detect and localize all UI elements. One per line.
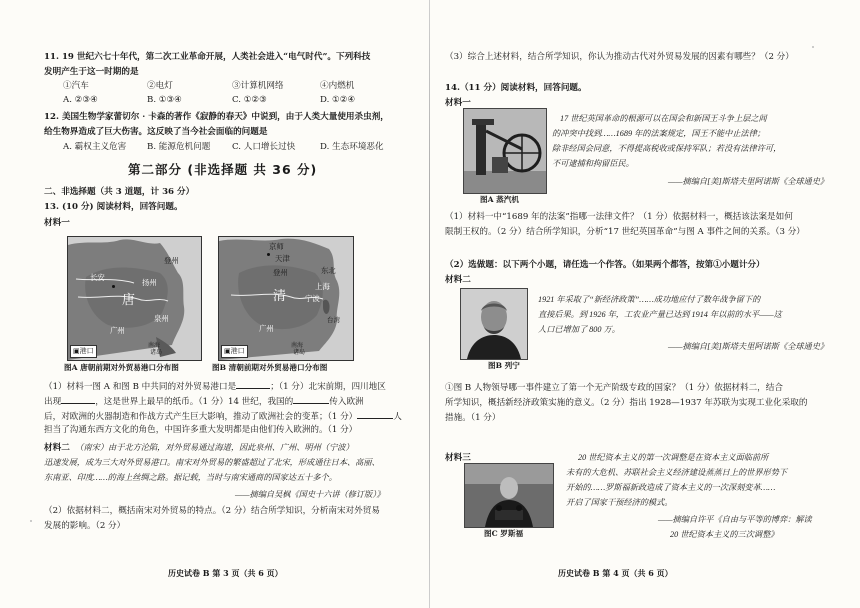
page3-footer: 历史试卷 B 第 3 页（共 6 页） bbox=[168, 568, 283, 578]
p4-material3-line4: 开启了国家干预经济的模式。 bbox=[566, 498, 673, 507]
material2-line1 bbox=[44, 442, 354, 455]
scan-speck bbox=[30, 520, 32, 522]
roosevelt-photo-drawing bbox=[465, 464, 553, 527]
q13-1-line2 bbox=[44, 394, 364, 409]
map-a-tang: 唐 bbox=[122, 293, 136, 308]
answer-blank-common-port[interactable] bbox=[236, 379, 270, 389]
q13-1-line3 bbox=[44, 409, 402, 424]
answer-blank-paper-money[interactable] bbox=[61, 394, 95, 404]
map-tang-ports bbox=[67, 236, 202, 361]
q13-2-line1: （2）依据材料二，概括南宋对外贸易的特点。（2 分）结合所学知识，分析南宋对外贸易 bbox=[44, 506, 380, 516]
map-a-yangzhou: 扬州 bbox=[142, 278, 157, 287]
q12-option-b: B. 能源危机问题 bbox=[147, 142, 211, 152]
q12-option-c: C. 人口增长过快 bbox=[232, 142, 296, 152]
q12-option-a: A. 霸权主义危害 bbox=[63, 142, 127, 152]
q13-1-line4: 担当了沟通东西方文化的角色，中国许多重大发明都是由他们传入欧洲的。（1 分） bbox=[44, 425, 358, 435]
answer-blank-invention[interactable] bbox=[293, 394, 329, 404]
q14-2-1-line1: ①图 B 人物领导哪一事件建立了第一个无产阶级专政的国家？（1 分）依据材料二，结合 bbox=[445, 383, 783, 393]
map-b-guangzhou: 广州 bbox=[259, 324, 274, 333]
map-a-guangzhou: 广州 bbox=[110, 326, 125, 335]
q11-item-3: ③计算机网络 bbox=[232, 81, 284, 91]
p4-material1-line4: 不可逮捕和拘留臣民。 bbox=[552, 159, 634, 168]
q11-stem-line1: 11. 19 世纪六七十年代，第二次工业革命开展，人类社会进入“电气时代”。下列科技 bbox=[44, 52, 371, 62]
p4-material3-source-1: ——摘编自许平《自由与平等的博弈：解读 bbox=[658, 515, 812, 524]
material1-label: 材料一 bbox=[44, 218, 70, 228]
lenin-portrait-drawing bbox=[461, 289, 527, 359]
choice-note: （2）选做题：以下两个小题，请任选一个作答。（如果两个都答，按第①小题计分） bbox=[445, 260, 765, 270]
map-b-qing: 清 bbox=[273, 289, 287, 304]
q12-stem-line1: 12. 美国生物学家蕾切尔 · 卡森的著作《寂静的春天》中说到，由于人类大量使用杀虫剂， bbox=[44, 112, 389, 122]
p4-material2-line1: 1921 年采取了“新经济政策”……成功地应付了数年战争留下的 bbox=[538, 295, 761, 304]
map-a-caption: 图A 唐朝前期对外贸易港口分布图 bbox=[64, 363, 179, 372]
map-a-legend: ▣港口 bbox=[70, 345, 97, 358]
map-b-taiwan: 台湾 bbox=[327, 316, 340, 324]
q12-option-d: D. 生态环境恶化 bbox=[320, 142, 384, 152]
material2-label: 材料二 bbox=[44, 443, 70, 453]
q13-1-text-d: ，这是世界上最早的纸币。（1 分）14 世纪，我国的 bbox=[95, 397, 294, 407]
map-b-legend: ▣港口 bbox=[221, 345, 248, 358]
q14-2-1-line2: 所学知识，概括新经济政策实施的意义。（2 分）指出 1928—1937 年苏联为实现工业化采取的 bbox=[445, 398, 808, 408]
p4-material2-source: ——摘编自[美]斯塔夫里阿诺斯《全球通史》 bbox=[668, 342, 829, 351]
answer-blank-people[interactable] bbox=[357, 409, 393, 419]
q14-1-line1: （1）材料一中“1689 年的法案”指哪一法律文件？（1 分）依据材料一，概括该法案是如何 bbox=[445, 212, 793, 222]
q11-item-2: ②电灯 bbox=[147, 81, 173, 91]
q13-1-line1 bbox=[44, 379, 386, 394]
map-a-nanhai: 南海 bbox=[148, 342, 161, 349]
q11-option-b: B. ①③④ bbox=[147, 95, 182, 105]
roosevelt-photo bbox=[464, 463, 554, 528]
map-b-nanhai: 南海 bbox=[291, 342, 304, 349]
map-b-ningbo: 宁波 bbox=[305, 294, 320, 303]
q13-1-text-g: 人 bbox=[393, 412, 402, 422]
q13-3: （3）综合上述材料，结合所学知识，你认为推动古代对外贸易发展的因素有哪些？（2 分） bbox=[445, 52, 794, 62]
p4-material2-line3: 人口已增加了 800 万。 bbox=[538, 325, 620, 334]
fig-b-caption: 图B 列宁 bbox=[488, 361, 520, 370]
p4-material3-line1: 20 世纪资本主义的第一次调整是在资本主义面临前所 bbox=[578, 453, 769, 462]
p4-material3-line2: 未有的大危机、苏联社会主义经济建设蒸蒸日上的世界形势下 bbox=[566, 468, 788, 477]
q11-option-d: D. ①②④ bbox=[320, 95, 356, 105]
exam-page-4 bbox=[430, 0, 860, 608]
page4-footer: 历史试卷 B 第 4 页（共 6 页） bbox=[558, 568, 673, 578]
q12-stem-line2: 给生物界造成了巨大伤害。这反映了当今社会面临的问题是 bbox=[44, 127, 268, 137]
q14-2-1-line3: 措施。（1 分） bbox=[445, 413, 501, 423]
map-a-zhudao: 诸岛 bbox=[150, 349, 163, 356]
map-b-tianjin: 天津 bbox=[275, 254, 290, 263]
q14-1-line2: 限制王权的。（2 分）结合所学知识，分析“17 世纪英国革命”与图 A 事件之间的关系。（3 分） bbox=[445, 227, 805, 237]
q13-1-text-a: （1）材料一图 A 和图 B 中共同的对外贸易港口是 bbox=[44, 382, 237, 392]
map-b-dongbei: 东北 bbox=[321, 266, 336, 275]
fig-c-caption: 图C 罗斯福 bbox=[484, 529, 524, 538]
q14-intro: 14.（11 分）阅读材料，回答问题。 bbox=[445, 83, 587, 93]
map-a-changan: 长安 bbox=[90, 273, 105, 282]
p4-material1-label: 材料一 bbox=[445, 98, 471, 108]
p4-material1-line2: 的冲突中找到……1689 年的法案规定，国王不能中止法律； bbox=[552, 129, 766, 138]
q13-1-text-b: ；（1 分）北宋前期，四川地区 bbox=[270, 382, 386, 392]
steam-engine-drawing bbox=[464, 109, 546, 193]
p4-material3-source-2: 20 世纪资本主义的三次调整》 bbox=[670, 530, 779, 539]
map-a-changan-dot bbox=[112, 285, 115, 288]
q13-1-text-c: 出现 bbox=[44, 397, 62, 407]
q13-1-text-e: 传入欧洲 bbox=[329, 397, 364, 407]
material2-text-1: （南宋）由于北方沦陷，对外贸易通过海道，因此泉州、广州、明州（宁波） bbox=[75, 443, 354, 452]
map-b-dengzhou: 登州 bbox=[273, 268, 288, 277]
map-qing-ports bbox=[218, 236, 354, 361]
steam-engine-image bbox=[463, 108, 547, 194]
fig-a-caption: 图A 蒸汽机 bbox=[480, 195, 519, 204]
p4-material2-line2: 直接后果。到 1926 年，工农业产量已达到 1914 年以前的水平——这 bbox=[538, 310, 782, 319]
q11-option-a: A. ②③④ bbox=[63, 95, 98, 105]
lenin-portrait bbox=[460, 288, 528, 360]
p4-material2-label: 材料二 bbox=[445, 275, 471, 285]
q13-2-line2: 发展的影响。（2 分） bbox=[44, 521, 126, 531]
map-b-legend-label: 港口 bbox=[230, 347, 245, 356]
p4-material3-line3: 开始的……罗斯福新政造成了资本主义的一次深刻变革…… bbox=[566, 483, 776, 492]
q11-option-c: C. ①②③ bbox=[232, 95, 267, 105]
section-title: 二、非选择题（共 3 道题，计 36 分） bbox=[44, 187, 195, 197]
q11-item-4: ④内燃机 bbox=[320, 81, 355, 91]
material2-text-3: 东南亚、印度……的海上丝绸之路。据记载，当时与南宋通商的国家达五十多个。 bbox=[44, 473, 337, 482]
map-b-caption: 图B 清朝前期对外贸易港口分布图 bbox=[212, 363, 328, 372]
p4-material3-label: 材料三 bbox=[445, 453, 471, 463]
p4-material1-source: ——摘编自[美]斯塔夫里阿诺斯《全球通史》 bbox=[668, 177, 829, 186]
scan-speck bbox=[812, 46, 814, 48]
part2-heading: 第二部分 (非选择题 共 36 分) bbox=[128, 162, 318, 177]
map-a-dengzhou: 登州 bbox=[164, 256, 179, 265]
map-b-jingshi-dot bbox=[267, 253, 270, 256]
map-a-legend-label: 港口 bbox=[79, 347, 94, 356]
q11-item-1: ①汽车 bbox=[63, 81, 89, 91]
material2-source: ——摘编自吴枫《国史十六讲（修订版）》 bbox=[235, 490, 385, 499]
p4-material1-line1: 17 世纪英国革命的根源可以在国会和新国王斗争上层之间 bbox=[560, 114, 767, 123]
map-b-shanghai: 上海 bbox=[315, 282, 330, 291]
map-b-zhudao: 诸岛 bbox=[293, 349, 306, 356]
material2-text-2: 迅速发展，成为三大对外贸易港口。南宋对外贸易的繁盛超过了北宋，形成通往日本、高丽、 bbox=[44, 458, 380, 467]
q13-intro: 13. (10 分) 阅读材料，回答问题。 bbox=[44, 202, 183, 212]
q11-stem-line2: 发明产生于这一时期的是 bbox=[44, 67, 139, 77]
map-a-quanzhou: 泉州 bbox=[154, 314, 169, 323]
map-b-jingshi: 京师 bbox=[269, 242, 284, 251]
p4-material1-line3: 除非经国会同意，不得提高税收或保持军队；若没有法律许可， bbox=[552, 144, 782, 153]
q13-1-text-f: 后，对欧洲的火器制造和作战方式产生巨大影响，推动了欧洲社会的变革；（1 分） bbox=[44, 412, 358, 422]
